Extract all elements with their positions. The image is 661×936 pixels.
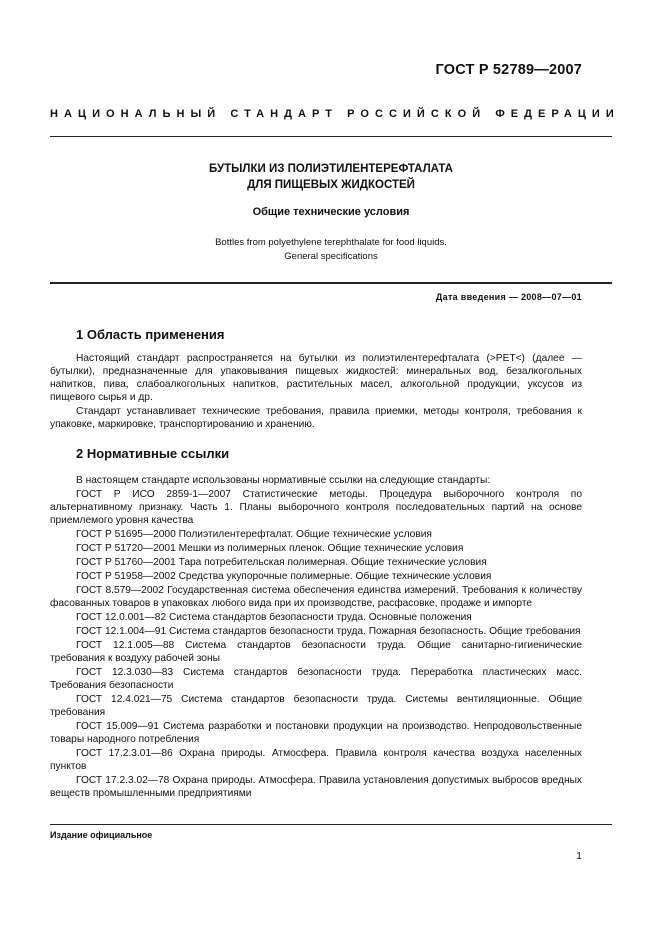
- introduction-date: Дата введения — 2008—07—01: [435, 292, 582, 302]
- title-line-2: ДЛЯ ПИЩЕВЫХ ЖИДКОСТЕЙ: [247, 179, 415, 191]
- reference-item: ГОСТ 12.4.021—75 Система стандартов безопасности труда. Системы вентиляционные. Общие требования: [50, 694, 582, 718]
- paragraph: В настоящем стандарте использованы нормативные ссылки на следующие стандарты:: [76, 475, 491, 486]
- section-1-body: [50, 352, 582, 432]
- reference-item: ГОСТ Р 51760—2001 Тара потребительская полимерная. Общие технические условия: [76, 557, 487, 568]
- reference-item: ГОСТ Р ИСО 2859-1—2007 Статистические методы. Процедура выборочного контроля по альтернативному признаку. Часть 1. Планы выборочного контроля последовательных партий на основе приемлемого уровня качества: [50, 489, 582, 526]
- reference-item: ГОСТ 12.1.004—91 Система стандартов безопасности труда. Пожарная безопасность. Общие требования: [76, 626, 581, 637]
- official-edition-label: Издание официальное: [50, 830, 153, 840]
- header-divider: [50, 136, 612, 137]
- footer-divider: [50, 824, 612, 825]
- reference-item: ГОСТ 12.1.005—88 Система стандартов безопасности труда. Общие санитарно-гигиенические требования к воздуху рабочей зоны: [50, 640, 582, 664]
- paragraph: Настоящий стандарт распространяется на бутылки из полиэтилентерефталата (>PET<) (далее — бутылки), предназначенные для упаковывания пищевых жидкостей: минеральных вод, безалкогольных напитков, пива, слабоалкогольных напитков, растительных масел, алкогольной продукции, уксусов из пищевого сырья и др.: [50, 353, 582, 403]
- reference-item: ГОСТ Р 51695—2000 Полиэтилентерефталат. Общие технические условия: [76, 529, 432, 540]
- english-title-line-2: General specifications: [284, 251, 378, 262]
- title-line-1: БУТЫЛКИ ИЗ ПОЛИЭТИЛЕНТЕРЕФТАЛАТА: [209, 163, 453, 175]
- reference-item: ГОСТ 12.3.030—83 Система стандартов безопасности труда. Переработка пластических масс. Требования безопасности: [50, 667, 582, 691]
- reference-item: ГОСТ 12.0.001—82 Система стандартов безопасности труда. Основные положения: [76, 612, 472, 623]
- reference-item: ГОСТ 15.009—91 Система разработки и постановки продукции на производство. Непродовольственные товары народного потребления: [50, 721, 582, 745]
- national-standard-title: НАЦИОНАЛЬНЫЙ СТАНДАРТ РОССИЙСКОЙ ФЕДЕРАЦИИ: [50, 108, 620, 120]
- reference-item: ГОСТ Р 51958—2002 Средства укупорочные полимерные. Общие технические условия: [76, 571, 492, 582]
- paragraph: Стандарт устанавливает технические требования, правила приемки, методы контроля, требования к упаковке, маркировке, транспортированию и хранению.: [50, 406, 582, 430]
- section-2-heading: 2 Нормативные ссылки: [76, 446, 230, 461]
- reference-item: ГОСТ 8.579—2002 Государственная система обеспечения единства измерений. Требования к количеству фасованных товаров в упаковках любого вида при их производстве, расфасовке, продаже и импорте: [50, 585, 582, 609]
- title-divider: [50, 282, 612, 284]
- reference-item: ГОСТ 17.2.3.01—86 Охрана природы. Атмосфера. Правила контроля качества воздуха населенных пунктов: [50, 748, 582, 772]
- english-title: [50, 236, 612, 264]
- doc-number: ГОСТ Р 52789—2007: [435, 62, 582, 78]
- document-title: [50, 161, 612, 193]
- reference-item: ГОСТ Р 51720—2001 Мешки из полимерных пленок. Общие технические условия: [76, 543, 464, 554]
- section-1-heading: 1 Область применения: [76, 327, 225, 342]
- document-subtitle: Общие технические условия: [252, 206, 410, 218]
- page-number: 1: [576, 850, 582, 862]
- section-2-body: [50, 474, 582, 801]
- english-title-line-1: Bottles from polyethylene terephthalate for food liquids.: [215, 237, 447, 248]
- reference-item: ГОСТ 17.2.3.02—78 Охрана природы. Атмосфера. Правила установления допустимых выбросов вредных веществ промышленными предприятиями: [50, 775, 582, 799]
